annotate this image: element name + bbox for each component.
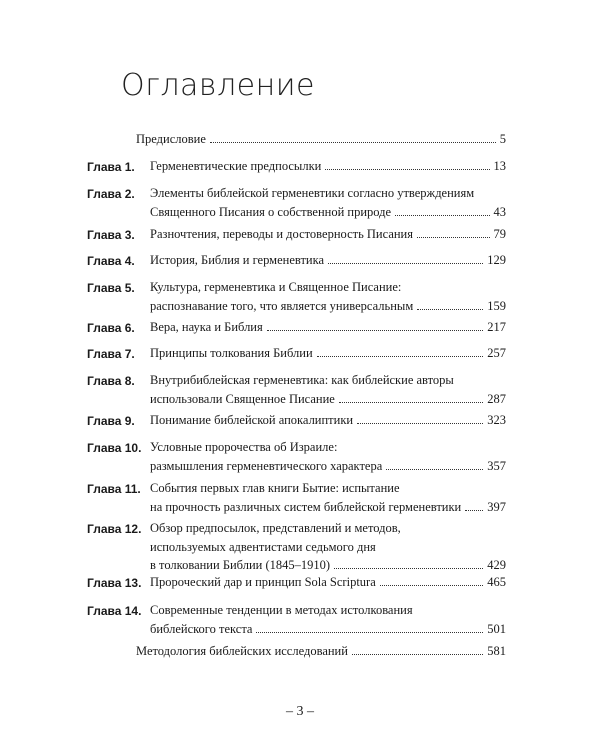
- page-number-ref: 397: [487, 499, 506, 514]
- chapter-label: Глава 6.: [87, 321, 135, 335]
- entry-title: в толковании Библии (1845–1910): [150, 558, 331, 572]
- page-title: Оглавление: [121, 68, 315, 103]
- chapter-label: Глава 9.: [87, 414, 135, 428]
- entry-title: использовали Священное Писание: [150, 391, 335, 406]
- leader-dots: [417, 237, 490, 238]
- leader-dots: [328, 263, 483, 264]
- chapter-label: Глава 2.: [87, 187, 135, 201]
- chapter-label: Глава 3.: [87, 228, 135, 242]
- leader-dots: [210, 142, 496, 143]
- entry-title: Пророческий дар и принцип Sola Scriptura: [150, 575, 376, 589]
- entry-title: используемых адвентистами седьмого дня: [150, 539, 376, 554]
- chapter-label: Глава 8.: [87, 374, 135, 388]
- page-number-ref: 429: [487, 558, 506, 572]
- chapter-label: Глава 12.: [87, 522, 142, 536]
- entry-title: библейского текста: [150, 621, 253, 636]
- entry-title: Понимание библейской апокалиптики: [150, 413, 354, 427]
- page-number-ref: 501: [487, 621, 506, 636]
- entry-title: Элементы библейской герменевтики согласно утверждениям: [150, 186, 475, 200]
- entry-title: Обзор предпосылок, представлений и методов,: [150, 521, 401, 535]
- page-number-ref: 5: [499, 132, 506, 146]
- chapter-label: Глава 5.: [87, 281, 135, 295]
- leader-dots: [267, 330, 483, 331]
- entry-title: распознавание того, что является универсальным: [150, 298, 414, 313]
- entry-title: на прочность различных систем библейской герменевтики: [150, 499, 462, 514]
- entry-title: Принципы толкования Библии: [150, 346, 313, 360]
- leader-dots: [386, 469, 483, 470]
- leader-dots: [465, 510, 483, 511]
- leader-dots: [317, 356, 484, 357]
- entry-title: размышления герменевтического характера: [150, 458, 383, 473]
- entry-title: Предисловие: [136, 132, 206, 146]
- page-number-ref: 79: [493, 227, 506, 241]
- entry-title: Методология библейских исследований: [136, 644, 348, 658]
- chapter-label: Глава 1.: [87, 160, 135, 174]
- page-number-ref: 43: [493, 204, 506, 219]
- leader-dots: [395, 215, 489, 216]
- leader-dots: [334, 568, 483, 569]
- leader-dots: [357, 423, 483, 424]
- chapter-label: Глава 7.: [87, 347, 135, 361]
- entry-title: Культура, герменевтика и Священное Писание:: [150, 280, 402, 294]
- entry-title: Разночтения, переводы и достоверность Писания: [150, 227, 413, 241]
- leader-dots: [325, 169, 489, 170]
- page-number-ref: 581: [487, 644, 506, 658]
- entry-title: Внутрибиблейская герменевтика: как библейские авторы: [150, 373, 454, 387]
- entry-title: События первых глав книги Бытие: испытание: [150, 481, 400, 495]
- entry-title: Современные тенденции в методах истолкования: [150, 603, 413, 617]
- chapter-label: Глава 10.: [87, 441, 142, 455]
- entry-title: Условные пророчества об Израиле:: [150, 440, 338, 454]
- leader-dots: [256, 632, 483, 633]
- entry-title: История, Библия и герменевтика: [150, 253, 325, 267]
- chapter-label: Глава 14.: [87, 604, 142, 618]
- page-number-ref: 257: [487, 346, 506, 360]
- page-number-ref: 159: [487, 298, 506, 313]
- leader-dots: [380, 585, 483, 586]
- page-number-ref: 357: [487, 458, 506, 473]
- chapter-label: Глава 11.: [87, 482, 141, 496]
- leader-dots: [417, 309, 483, 310]
- page-number: – 3 –: [286, 704, 314, 719]
- leader-dots: [339, 402, 483, 403]
- page-number-ref: 465: [487, 575, 506, 589]
- entry-title: Герменевтические предпосылки: [150, 159, 322, 173]
- page-number-ref: 287: [487, 391, 506, 406]
- chapter-label: Глава 13.: [87, 576, 142, 590]
- entry-title: Священного Писания о собственной природе: [150, 204, 392, 219]
- chapter-label: Глава 4.: [87, 254, 135, 268]
- page-number-ref: 13: [493, 159, 506, 173]
- page-number-ref: 217: [487, 320, 506, 334]
- page-number-ref: 323: [487, 413, 506, 427]
- entry-title: Вера, наука и Библия: [150, 320, 263, 334]
- page-number-ref: 129: [487, 253, 506, 267]
- leader-dots: [352, 654, 483, 655]
